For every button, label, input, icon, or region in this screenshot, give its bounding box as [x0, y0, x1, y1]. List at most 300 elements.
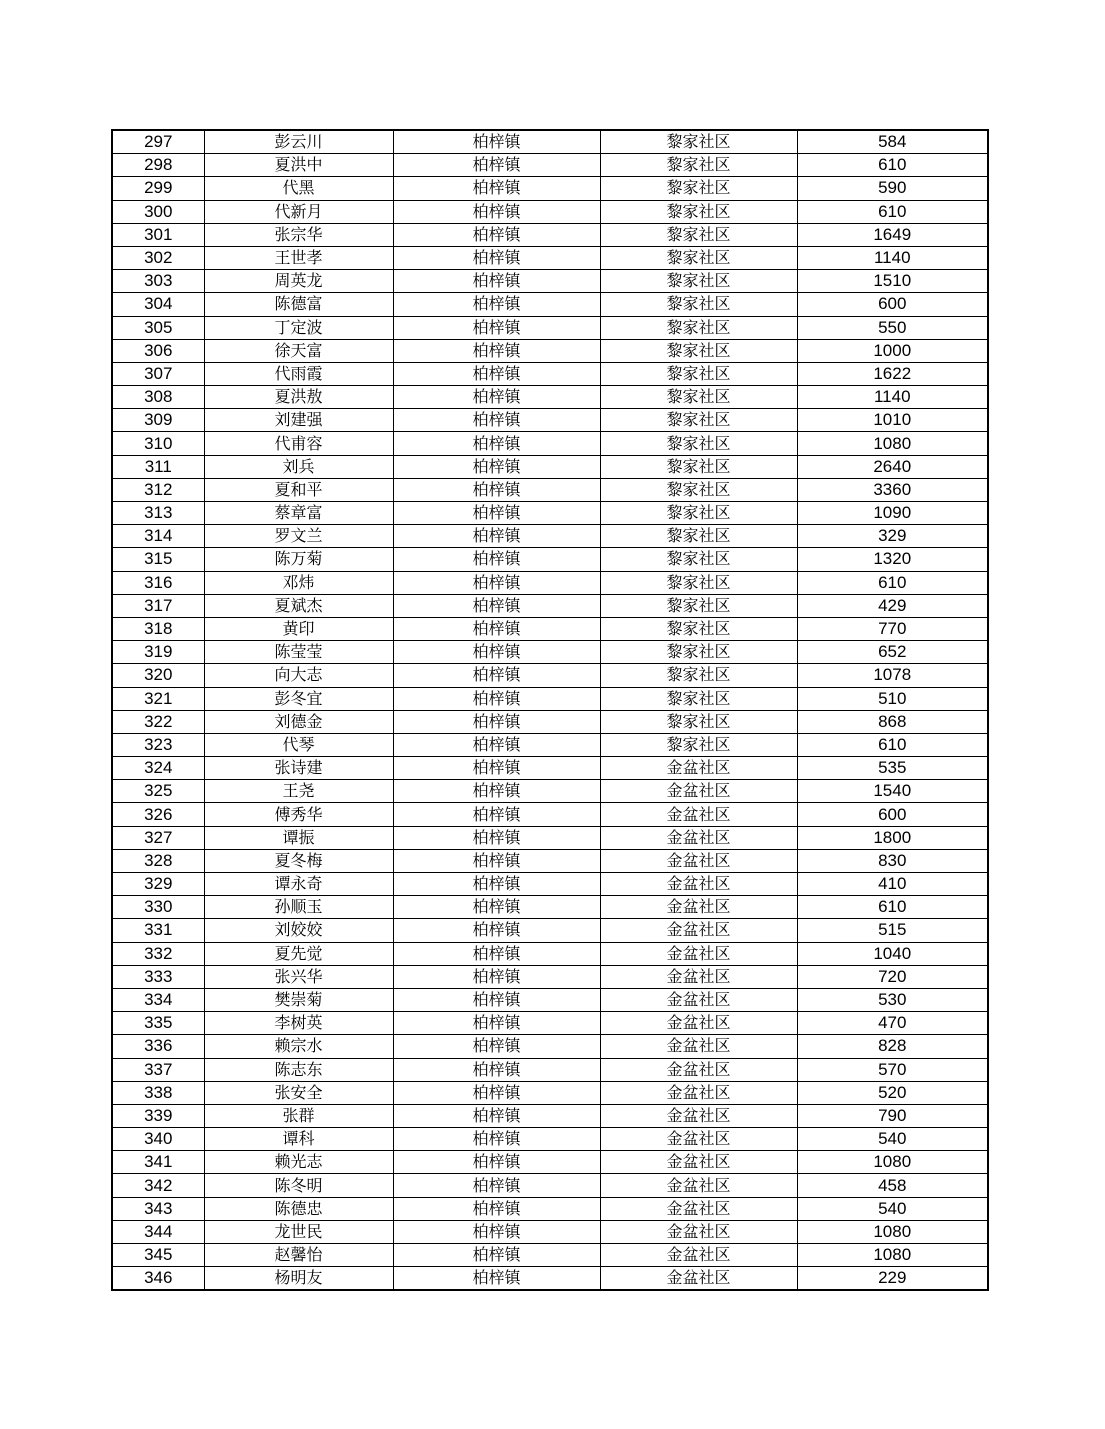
name-cell: 周英龙 — [204, 270, 393, 293]
table-row — [112, 1128, 988, 1151]
table-row — [112, 316, 988, 339]
town-cell: 柏梓镇 — [393, 594, 600, 617]
row-number-cell: 297 — [112, 130, 204, 154]
table-row — [112, 1151, 988, 1174]
community-cell: 黎家社区 — [600, 641, 797, 664]
amount-cell: 652 — [797, 641, 988, 664]
town-cell: 柏梓镇 — [393, 316, 600, 339]
row-number-cell: 324 — [112, 757, 204, 780]
row-number-cell: 313 — [112, 502, 204, 525]
community-cell: 金盆社区 — [600, 849, 797, 872]
row-number-cell: 298 — [112, 154, 204, 177]
town-cell: 柏梓镇 — [393, 525, 600, 548]
name-cell: 代新月 — [204, 200, 393, 223]
community-cell: 金盆社区 — [600, 1151, 797, 1174]
row-number-cell: 304 — [112, 293, 204, 316]
row-number-cell: 321 — [112, 687, 204, 710]
amount-cell: 515 — [797, 919, 988, 942]
amount-cell: 535 — [797, 757, 988, 780]
table-row — [112, 525, 988, 548]
town-cell: 柏梓镇 — [393, 1267, 600, 1291]
town-cell: 柏梓镇 — [393, 200, 600, 223]
town-cell: 柏梓镇 — [393, 965, 600, 988]
row-number-cell: 315 — [112, 548, 204, 571]
amount-cell: 1080 — [797, 1220, 988, 1243]
table-row — [112, 293, 988, 316]
row-number-cell: 336 — [112, 1035, 204, 1058]
name-cell: 谭永奇 — [204, 873, 393, 896]
table-row — [112, 246, 988, 269]
name-cell: 代琴 — [204, 733, 393, 756]
amount-cell: 790 — [797, 1104, 988, 1127]
name-cell: 邓炜 — [204, 571, 393, 594]
community-cell: 金盆社区 — [600, 757, 797, 780]
name-cell: 陈冬明 — [204, 1174, 393, 1197]
row-number-cell: 316 — [112, 571, 204, 594]
community-cell: 金盆社区 — [600, 780, 797, 803]
name-cell: 陈德富 — [204, 293, 393, 316]
amount-cell: 600 — [797, 293, 988, 316]
name-cell: 赵馨怡 — [204, 1244, 393, 1267]
row-number-cell: 301 — [112, 223, 204, 246]
name-cell: 陈万菊 — [204, 548, 393, 571]
community-cell: 黎家社区 — [600, 362, 797, 385]
community-cell: 黎家社区 — [600, 455, 797, 478]
table-row — [112, 849, 988, 872]
town-cell: 柏梓镇 — [393, 1104, 600, 1127]
amount-cell: 530 — [797, 988, 988, 1011]
table-row — [112, 1012, 988, 1035]
row-number-cell: 345 — [112, 1244, 204, 1267]
town-cell: 柏梓镇 — [393, 571, 600, 594]
community-cell: 黎家社区 — [600, 710, 797, 733]
name-cell: 夏斌杰 — [204, 594, 393, 617]
amount-cell: 828 — [797, 1035, 988, 1058]
name-cell: 王世孝 — [204, 246, 393, 269]
town-cell: 柏梓镇 — [393, 223, 600, 246]
table-row — [112, 641, 988, 664]
table-row — [112, 617, 988, 640]
town-cell: 柏梓镇 — [393, 1081, 600, 1104]
row-number-cell: 308 — [112, 386, 204, 409]
town-cell: 柏梓镇 — [393, 1151, 600, 1174]
name-cell: 陈德忠 — [204, 1197, 393, 1220]
table-row — [112, 455, 988, 478]
amount-cell: 3360 — [797, 478, 988, 501]
name-cell: 代雨霞 — [204, 362, 393, 385]
community-cell: 金盆社区 — [600, 1197, 797, 1220]
amount-cell: 540 — [797, 1128, 988, 1151]
table-row — [112, 1267, 988, 1291]
name-cell: 代黑 — [204, 177, 393, 200]
table-row — [112, 478, 988, 501]
name-cell: 代甫容 — [204, 432, 393, 455]
amount-cell: 510 — [797, 687, 988, 710]
town-cell: 柏梓镇 — [393, 1244, 600, 1267]
row-number-cell: 338 — [112, 1081, 204, 1104]
table-row — [112, 687, 988, 710]
name-cell: 黄印 — [204, 617, 393, 640]
name-cell: 王尧 — [204, 780, 393, 803]
community-cell: 金盆社区 — [600, 896, 797, 919]
row-number-cell: 333 — [112, 965, 204, 988]
town-cell: 柏梓镇 — [393, 757, 600, 780]
community-cell: 黎家社区 — [600, 664, 797, 687]
row-number-cell: 310 — [112, 432, 204, 455]
amount-cell: 410 — [797, 873, 988, 896]
name-cell: 罗文兰 — [204, 525, 393, 548]
row-number-cell: 341 — [112, 1151, 204, 1174]
row-number-cell: 343 — [112, 1197, 204, 1220]
table-row — [112, 548, 988, 571]
amount-cell: 770 — [797, 617, 988, 640]
town-cell: 柏梓镇 — [393, 548, 600, 571]
name-cell: 彭云川 — [204, 130, 393, 154]
amount-cell: 570 — [797, 1058, 988, 1081]
town-cell: 柏梓镇 — [393, 1220, 600, 1243]
table-row — [112, 1104, 988, 1127]
community-cell: 黎家社区 — [600, 548, 797, 571]
table-row — [112, 130, 988, 154]
town-cell: 柏梓镇 — [393, 293, 600, 316]
table-row — [112, 386, 988, 409]
name-cell: 夏冬梅 — [204, 849, 393, 872]
row-number-cell: 330 — [112, 896, 204, 919]
row-number-cell: 340 — [112, 1128, 204, 1151]
community-cell: 黎家社区 — [600, 246, 797, 269]
community-cell: 黎家社区 — [600, 594, 797, 617]
name-cell: 夏先觉 — [204, 942, 393, 965]
name-cell: 夏洪中 — [204, 154, 393, 177]
name-cell: 谭科 — [204, 1128, 393, 1151]
row-number-cell: 342 — [112, 1174, 204, 1197]
amount-cell: 1080 — [797, 1151, 988, 1174]
row-number-cell: 334 — [112, 988, 204, 1011]
town-cell: 柏梓镇 — [393, 386, 600, 409]
community-cell: 金盆社区 — [600, 942, 797, 965]
table-row — [112, 594, 988, 617]
community-cell: 黎家社区 — [600, 200, 797, 223]
amount-cell: 550 — [797, 316, 988, 339]
town-cell: 柏梓镇 — [393, 1174, 600, 1197]
community-cell: 黎家社区 — [600, 478, 797, 501]
community-cell: 黎家社区 — [600, 293, 797, 316]
amount-cell: 540 — [797, 1197, 988, 1220]
amount-cell: 610 — [797, 733, 988, 756]
row-number-cell: 318 — [112, 617, 204, 640]
community-cell: 金盆社区 — [600, 1035, 797, 1058]
row-number-cell: 325 — [112, 780, 204, 803]
row-number-cell: 312 — [112, 478, 204, 501]
table-body — [112, 130, 988, 1290]
community-cell: 金盆社区 — [600, 919, 797, 942]
name-cell: 张安全 — [204, 1081, 393, 1104]
name-cell: 张诗建 — [204, 757, 393, 780]
name-cell: 赖宗水 — [204, 1035, 393, 1058]
row-number-cell: 337 — [112, 1058, 204, 1081]
town-cell: 柏梓镇 — [393, 1058, 600, 1081]
row-number-cell: 319 — [112, 641, 204, 664]
amount-cell: 1800 — [797, 826, 988, 849]
table-row — [112, 757, 988, 780]
community-cell: 黎家社区 — [600, 409, 797, 432]
amount-cell: 610 — [797, 154, 988, 177]
town-cell: 柏梓镇 — [393, 339, 600, 362]
community-cell: 金盆社区 — [600, 1220, 797, 1243]
table-row — [112, 502, 988, 525]
town-cell: 柏梓镇 — [393, 641, 600, 664]
table-row — [112, 1174, 988, 1197]
amount-cell: 520 — [797, 1081, 988, 1104]
name-cell: 丁定波 — [204, 316, 393, 339]
community-cell: 金盆社区 — [600, 1104, 797, 1127]
town-cell: 柏梓镇 — [393, 246, 600, 269]
town-cell: 柏梓镇 — [393, 154, 600, 177]
amount-cell: 1649 — [797, 223, 988, 246]
table-row — [112, 873, 988, 896]
amount-cell: 868 — [797, 710, 988, 733]
name-cell: 刘兵 — [204, 455, 393, 478]
name-cell: 谭振 — [204, 826, 393, 849]
community-cell: 黎家社区 — [600, 432, 797, 455]
name-cell: 陈志东 — [204, 1058, 393, 1081]
table-row — [112, 154, 988, 177]
town-cell: 柏梓镇 — [393, 1128, 600, 1151]
amount-cell: 2640 — [797, 455, 988, 478]
table-row — [112, 733, 988, 756]
row-number-cell: 326 — [112, 803, 204, 826]
community-cell: 金盆社区 — [600, 1174, 797, 1197]
row-number-cell: 328 — [112, 849, 204, 872]
table-row — [112, 362, 988, 385]
row-number-cell: 335 — [112, 1012, 204, 1035]
town-cell: 柏梓镇 — [393, 1197, 600, 1220]
name-cell: 向大志 — [204, 664, 393, 687]
row-number-cell: 309 — [112, 409, 204, 432]
community-cell: 金盆社区 — [600, 988, 797, 1011]
amount-cell: 584 — [797, 130, 988, 154]
amount-cell: 1510 — [797, 270, 988, 293]
name-cell: 张群 — [204, 1104, 393, 1127]
table-row — [112, 896, 988, 919]
table-row — [112, 1220, 988, 1243]
town-cell: 柏梓镇 — [393, 432, 600, 455]
name-cell: 李树英 — [204, 1012, 393, 1035]
amount-cell: 720 — [797, 965, 988, 988]
row-number-cell: 344 — [112, 1220, 204, 1243]
name-cell: 龙世民 — [204, 1220, 393, 1243]
name-cell: 张兴华 — [204, 965, 393, 988]
community-cell: 黎家社区 — [600, 339, 797, 362]
town-cell: 柏梓镇 — [393, 780, 600, 803]
community-cell: 黎家社区 — [600, 386, 797, 409]
table-row — [112, 965, 988, 988]
amount-cell: 610 — [797, 896, 988, 919]
table-row — [112, 988, 988, 1011]
table-row — [112, 339, 988, 362]
table-row — [112, 1081, 988, 1104]
table-row — [112, 270, 988, 293]
name-cell: 陈莹莹 — [204, 641, 393, 664]
community-cell: 金盆社区 — [600, 1267, 797, 1291]
name-cell: 夏和平 — [204, 478, 393, 501]
amount-cell: 1078 — [797, 664, 988, 687]
town-cell: 柏梓镇 — [393, 849, 600, 872]
table-row — [112, 409, 988, 432]
amount-cell: 458 — [797, 1174, 988, 1197]
table-row — [112, 942, 988, 965]
amount-cell: 830 — [797, 849, 988, 872]
name-cell: 徐天富 — [204, 339, 393, 362]
row-number-cell: 311 — [112, 455, 204, 478]
name-cell: 夏洪敖 — [204, 386, 393, 409]
community-cell: 金盆社区 — [600, 826, 797, 849]
town-cell: 柏梓镇 — [393, 177, 600, 200]
name-cell: 彭冬宜 — [204, 687, 393, 710]
table-row — [112, 1197, 988, 1220]
row-number-cell: 305 — [112, 316, 204, 339]
table-row — [112, 710, 988, 733]
town-cell: 柏梓镇 — [393, 617, 600, 640]
data-table — [111, 129, 989, 1291]
row-number-cell: 329 — [112, 873, 204, 896]
amount-cell: 429 — [797, 594, 988, 617]
town-cell: 柏梓镇 — [393, 803, 600, 826]
community-cell: 金盆社区 — [600, 873, 797, 896]
community-cell: 金盆社区 — [600, 1244, 797, 1267]
table-row — [112, 223, 988, 246]
row-number-cell: 346 — [112, 1267, 204, 1291]
community-cell: 黎家社区 — [600, 502, 797, 525]
community-cell: 金盆社区 — [600, 803, 797, 826]
community-cell: 黎家社区 — [600, 223, 797, 246]
amount-cell: 600 — [797, 803, 988, 826]
community-cell: 金盆社区 — [600, 1058, 797, 1081]
row-number-cell: 332 — [112, 942, 204, 965]
town-cell: 柏梓镇 — [393, 687, 600, 710]
community-cell: 黎家社区 — [600, 733, 797, 756]
amount-cell: 470 — [797, 1012, 988, 1035]
amount-cell: 229 — [797, 1267, 988, 1291]
name-cell: 张宗华 — [204, 223, 393, 246]
table-row — [112, 1244, 988, 1267]
row-number-cell: 300 — [112, 200, 204, 223]
amount-cell: 1140 — [797, 246, 988, 269]
name-cell: 刘姣姣 — [204, 919, 393, 942]
table-row — [112, 826, 988, 849]
town-cell: 柏梓镇 — [393, 710, 600, 733]
community-cell: 黎家社区 — [600, 270, 797, 293]
amount-cell: 1140 — [797, 386, 988, 409]
row-number-cell: 320 — [112, 664, 204, 687]
amount-cell: 329 — [797, 525, 988, 548]
community-cell: 黎家社区 — [600, 154, 797, 177]
row-number-cell: 317 — [112, 594, 204, 617]
community-cell: 黎家社区 — [600, 130, 797, 154]
table-row — [112, 803, 988, 826]
town-cell: 柏梓镇 — [393, 130, 600, 154]
name-cell: 傅秀华 — [204, 803, 393, 826]
row-number-cell: 322 — [112, 710, 204, 733]
amount-cell: 610 — [797, 571, 988, 594]
town-cell: 柏梓镇 — [393, 270, 600, 293]
name-cell: 刘建强 — [204, 409, 393, 432]
town-cell: 柏梓镇 — [393, 1012, 600, 1035]
town-cell: 柏梓镇 — [393, 942, 600, 965]
row-number-cell: 303 — [112, 270, 204, 293]
row-number-cell: 323 — [112, 733, 204, 756]
town-cell: 柏梓镇 — [393, 664, 600, 687]
amount-cell: 610 — [797, 200, 988, 223]
community-cell: 黎家社区 — [600, 316, 797, 339]
amount-cell: 1080 — [797, 1244, 988, 1267]
community-cell: 金盆社区 — [600, 965, 797, 988]
table-row — [112, 177, 988, 200]
town-cell: 柏梓镇 — [393, 409, 600, 432]
name-cell: 孙顺玉 — [204, 896, 393, 919]
table-row — [112, 200, 988, 223]
table-row — [112, 780, 988, 803]
name-cell: 蔡章富 — [204, 502, 393, 525]
table-row — [112, 664, 988, 687]
row-number-cell: 314 — [112, 525, 204, 548]
community-cell: 黎家社区 — [600, 525, 797, 548]
community-cell: 黎家社区 — [600, 571, 797, 594]
row-number-cell: 307 — [112, 362, 204, 385]
town-cell: 柏梓镇 — [393, 1035, 600, 1058]
town-cell: 柏梓镇 — [393, 362, 600, 385]
town-cell: 柏梓镇 — [393, 455, 600, 478]
community-cell: 黎家社区 — [600, 177, 797, 200]
row-number-cell: 327 — [112, 826, 204, 849]
amount-cell: 1010 — [797, 409, 988, 432]
name-cell: 杨明友 — [204, 1267, 393, 1291]
row-number-cell: 339 — [112, 1104, 204, 1127]
table-row — [112, 1058, 988, 1081]
amount-cell: 1080 — [797, 432, 988, 455]
community-cell: 金盆社区 — [600, 1128, 797, 1151]
amount-cell: 1090 — [797, 502, 988, 525]
row-number-cell: 299 — [112, 177, 204, 200]
table-row — [112, 919, 988, 942]
community-cell: 黎家社区 — [600, 687, 797, 710]
town-cell: 柏梓镇 — [393, 478, 600, 501]
amount-cell: 1040 — [797, 942, 988, 965]
row-number-cell: 302 — [112, 246, 204, 269]
table-row — [112, 432, 988, 455]
row-number-cell: 331 — [112, 919, 204, 942]
town-cell: 柏梓镇 — [393, 733, 600, 756]
amount-cell: 1540 — [797, 780, 988, 803]
town-cell: 柏梓镇 — [393, 919, 600, 942]
amount-cell: 590 — [797, 177, 988, 200]
table-row — [112, 1035, 988, 1058]
amount-cell: 1320 — [797, 548, 988, 571]
amount-cell: 1622 — [797, 362, 988, 385]
name-cell: 樊崇菊 — [204, 988, 393, 1011]
table-row — [112, 571, 988, 594]
row-number-cell: 306 — [112, 339, 204, 362]
town-cell: 柏梓镇 — [393, 502, 600, 525]
name-cell: 刘德金 — [204, 710, 393, 733]
name-cell: 赖光志 — [204, 1151, 393, 1174]
town-cell: 柏梓镇 — [393, 826, 600, 849]
amount-cell: 1000 — [797, 339, 988, 362]
town-cell: 柏梓镇 — [393, 988, 600, 1011]
community-cell: 黎家社区 — [600, 617, 797, 640]
town-cell: 柏梓镇 — [393, 873, 600, 896]
community-cell: 金盆社区 — [600, 1081, 797, 1104]
